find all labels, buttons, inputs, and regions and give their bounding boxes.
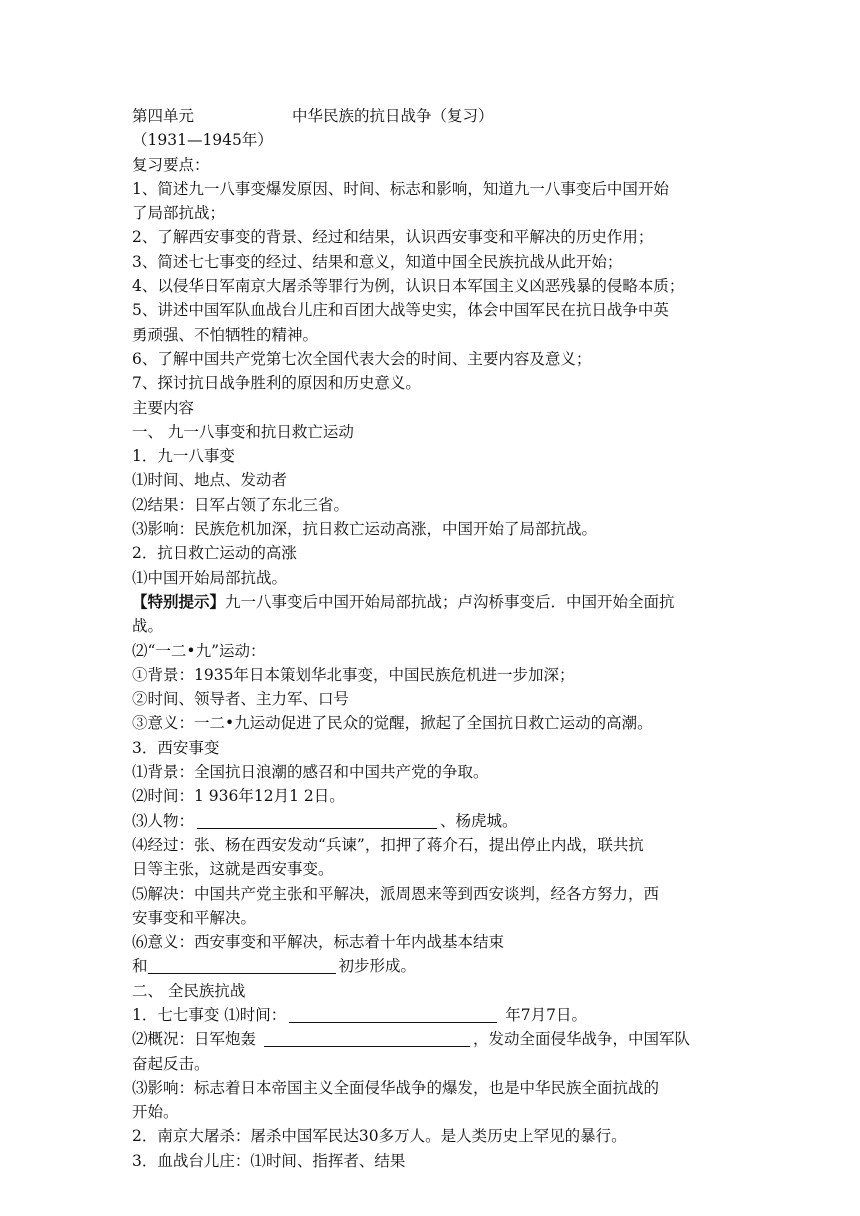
section-title: 一、 九一八事变和抗日救亡运动 — [132, 422, 354, 441]
content-line: ⑸解决：中国共产党主张和平解决，派周恩来等到西安谈判，经各方努力，西 — [132, 884, 660, 903]
fill-in-line — [132, 954, 736, 978]
answer-blank[interactable] — [264, 1030, 470, 1047]
review-point: 勇顽强、不怕牺牲的精神。 — [132, 325, 319, 344]
subsection-title: 3．西安事变 — [132, 738, 220, 757]
main-heading: 主要内容 — [132, 398, 195, 417]
tip-label: 【特别提示】 — [132, 591, 226, 611]
fill-prefix: ⑵概况：日军炮轰 — [132, 1030, 261, 1049]
content-line: ⑶影响：标志着日本帝国主义全面侵华战争的爆发，也是中华民族全面抗战的 — [132, 1078, 660, 1097]
fill-in-line — [132, 1027, 736, 1051]
content-line: ⑹意义：西安事变和平解决，标志着十年内战基本结束 — [132, 933, 505, 952]
content-line: 奋起反击。 — [132, 1054, 210, 1073]
unit-title-line — [132, 104, 736, 128]
fill-prefix: 1．七七事变 ⑴时间： — [132, 1005, 287, 1024]
unit-years: （1931—1945年） — [132, 131, 273, 150]
content-line: ⑷经过：张、杨在西安发动“兵谏”，扣押了蒋介石，提出停止内战，联共抗 — [132, 835, 644, 854]
tip-line — [132, 590, 736, 614]
fill-in-line — [132, 809, 736, 833]
fill-suffix: 、杨虎城。 — [440, 811, 518, 830]
content-line: 日等主张，这就是西安事变。 — [132, 860, 334, 879]
content-line: ②时间、领导者、主力军、口号 — [132, 690, 350, 709]
answer-blank[interactable] — [148, 957, 336, 974]
content-line: ⑶影响：民族危机加深，抗日救亡运动高涨，中国开始了局部抗战。 — [132, 520, 598, 539]
review-point: 5、讲述中国军队血战台儿庄和百团大战等史实，体会中国军民在抗日战争中英 — [132, 301, 669, 320]
review-point: 了局部抗战； — [132, 204, 226, 223]
unit-title: 中华民族的抗日战争（复习） — [292, 107, 494, 125]
tip-text: 九一八事变后中国开始局部抗战；卢沟桥事变后．中国开始全面抗 — [225, 592, 675, 611]
fill-in-line — [132, 1003, 736, 1027]
review-point: 1、简述九一八事变爆发原因、时间、标志和影响，知道九一八事变后中国开始 — [132, 179, 669, 198]
content-line: ③意义：一二•九运动促进了民众的觉醒，掀起了全国抗日救亡运动的高潮。 — [132, 714, 653, 733]
section-title: 二、 全民族抗战 — [132, 981, 246, 1000]
fill-prefix: 和 — [132, 957, 148, 976]
content-line: ⑴背景：全国抗日浪潮的感召和中国共产党的争取。 — [132, 763, 489, 782]
fill-suffix: 年7月7日。 — [505, 1005, 587, 1024]
review-point: 2、了解西安事变的背景、经过和结果，认识西安事变和平解决的历史作用； — [132, 228, 654, 247]
answer-blank[interactable] — [289, 1006, 497, 1023]
document-page — [132, 104, 736, 1173]
content-line: 开始。 — [132, 1103, 179, 1122]
fill-suffix: ，发动全面侵华战争，中国军队 — [472, 1030, 690, 1049]
content-line: ⑴时间、地点、发动者 — [132, 471, 288, 490]
subsection-title: 2．抗日救亡运动的高涨 — [132, 544, 297, 563]
content-line: ⑵“一二•九”运动： — [132, 641, 266, 660]
review-point: 4、以侵华日军南京大屠杀等罪行为例，认识日本军国主义凶恶残暴的侵略本质； — [132, 277, 685, 296]
content-line: 安事变和平解决。 — [132, 908, 257, 927]
content-line: 3．血战台儿庄：⑴时间、指挥者、结果 — [132, 1151, 406, 1170]
unit-label: 第四单元 — [132, 107, 195, 125]
content-line: ⑵结果：日军占领了东北三省。 — [132, 495, 350, 514]
content-line: ⑴中国开始局部抗战。 — [132, 568, 288, 587]
review-point: 3、简述七七事变的经过、结果和意义，知道中国全民族抗战从此开始； — [132, 252, 623, 271]
fill-suffix: 初步形成。 — [338, 957, 417, 976]
subsection-title: 1．九一八事变 — [132, 447, 235, 466]
review-point: 7、探讨抗日战争胜利的原因和历史意义。 — [132, 374, 421, 393]
review-heading: 复习要点： — [132, 155, 210, 174]
review-point: 6、了解中国共产党第七次全国代表大会的时间、主要内容及意义； — [132, 349, 592, 368]
content-line: 战。 — [132, 617, 164, 636]
content-line: 2．南京大屠杀：屠杀中国军民达30多万人。是人类历史上罕见的暴行。 — [132, 1127, 627, 1146]
answer-blank[interactable] — [197, 812, 437, 829]
content-line: ①背景：1935年日本策划华北事变，中国民族危机进一步加深； — [132, 665, 575, 684]
fill-prefix: ⑶人物： — [132, 811, 195, 830]
content-line: ⑵时间：1 936年12月1 2日。 — [132, 787, 345, 806]
